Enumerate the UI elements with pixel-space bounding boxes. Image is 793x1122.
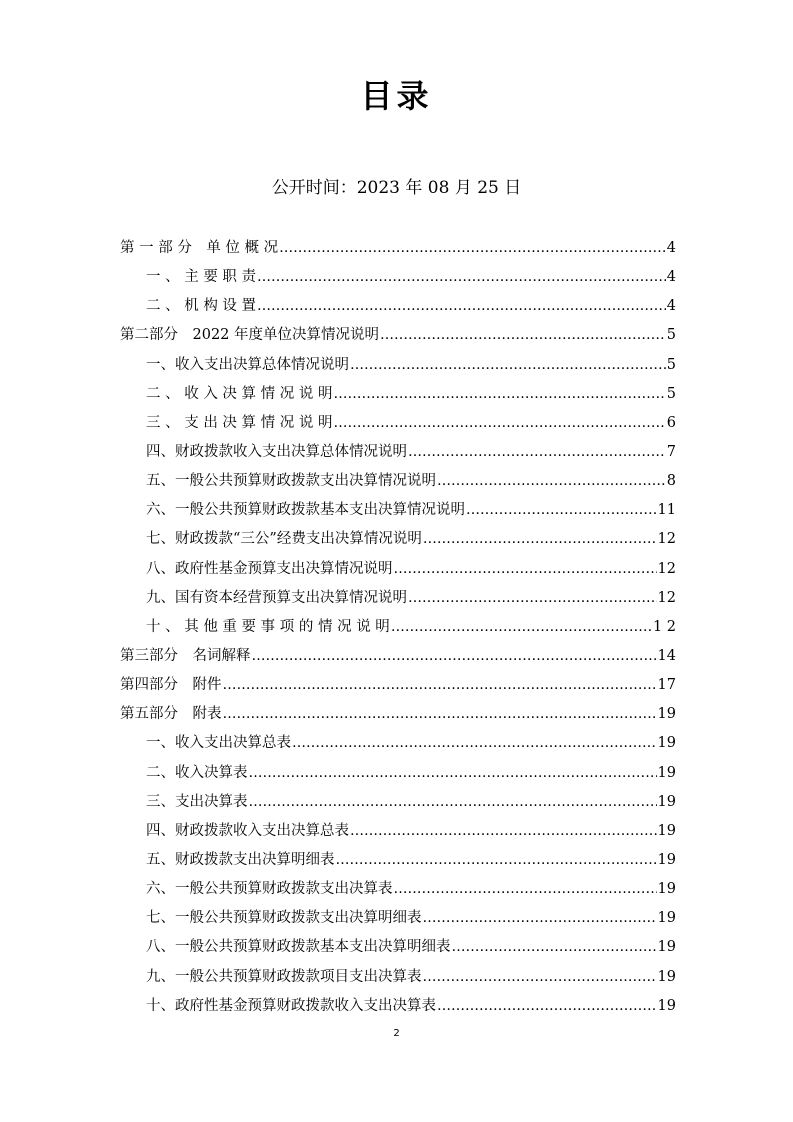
toc-entry[interactable]	[120, 700, 676, 729]
toc-entry-label: 九、一般公共预算财政拨款项目支出决算表	[146, 968, 422, 985]
toc-entry-page-number: 5	[666, 327, 676, 344]
toc-dot-leader	[350, 817, 657, 846]
toc-entry-page-number: 4	[666, 240, 676, 256]
toc-entry-page-number: 19	[657, 997, 676, 1014]
toc-entry-label: 九、国有资本经营预算支出决算情况说明	[146, 589, 407, 606]
toc-entry-page-number: 5	[666, 356, 676, 373]
toc-entry-label: 十 、 其 他 重 要 事 项 的 情 况 说 明	[146, 618, 390, 635]
publish-date: 公开时间：2023 年 08 月 25 日	[271, 178, 522, 198]
page-number: 2	[393, 1028, 400, 1039]
toc-entry[interactable]	[120, 351, 676, 380]
toc-dot-leader	[223, 671, 657, 700]
toc-dot-leader	[394, 875, 657, 904]
toc-entry[interactable]	[120, 759, 676, 788]
toc-entry[interactable]	[120, 438, 676, 467]
toc-entry-label: 一 、 主 要 职 责	[146, 269, 257, 286]
toc-entry[interactable]	[120, 555, 676, 584]
toc-entry-label: 七、财政拨款“三公”经费支出决算情况说明	[146, 531, 422, 548]
toc-entry-label: 第三部分 名词解释	[120, 647, 251, 664]
toc-dot-leader	[333, 380, 665, 409]
toc-entry-page-number: 5	[666, 385, 676, 402]
toc-dot-leader	[257, 292, 666, 321]
toc-dot-leader	[249, 788, 657, 817]
toc-entry-label: 四、财政拨款收入支出决算总体情况说明	[146, 443, 407, 460]
toc-entry-page-number: 19	[657, 910, 676, 927]
toc-entry-page-number: 19	[657, 881, 676, 898]
toc-entry[interactable]	[120, 263, 676, 292]
toc-entry[interactable]	[120, 321, 676, 350]
toc-entry[interactable]	[120, 875, 676, 904]
toc-entry-label: 五、一般公共预算财政拨款支出决算情况说明	[146, 473, 436, 490]
toc-entry-page-number: 19	[657, 968, 676, 985]
toc-entry-page-number: 12	[657, 560, 676, 577]
toc-dot-leader	[452, 933, 657, 962]
toc-dot-leader	[408, 438, 666, 467]
toc-entry[interactable]	[120, 234, 676, 263]
toc-dot-leader	[336, 846, 657, 875]
toc-entry[interactable]	[120, 933, 676, 962]
toc-entry-label: 三 、 支 出 决 算 情 况 说 明	[146, 414, 333, 431]
toc-dot-leader	[423, 525, 657, 554]
toc-dot-leader	[257, 263, 666, 292]
toc-entry-page-number: 7	[666, 443, 676, 460]
toc-entry-label: 六、一般公共预算财政拨款基本支出决算情况说明	[146, 502, 465, 519]
toc-entry-label: 六、一般公共预算财政拨款支出决算表	[146, 881, 393, 898]
toc-entry[interactable]	[120, 380, 676, 409]
toc-entry[interactable]	[120, 409, 676, 438]
toc-entry-label: 八、一般公共预算财政拨款基本支出决算明细表	[146, 939, 451, 956]
toc-entry-label: 七、一般公共预算财政拨款支出决算明细表	[146, 910, 422, 927]
toc-entry-page-number: 12	[657, 589, 676, 606]
toc-dot-leader	[350, 351, 666, 380]
toc-entry-label: 十、政府性基金预算财政拨款收入支出决算表	[146, 997, 436, 1014]
toc-entry-label: 第五部分 附表	[120, 706, 222, 723]
toc-entry[interactable]	[120, 642, 676, 671]
toc-entry[interactable]	[120, 904, 676, 933]
toc-entry-label: 二 、 收 入 决 算 情 况 说 明	[146, 385, 333, 402]
toc-entry[interactable]	[120, 496, 676, 525]
toc-entry-page-number: 19	[657, 822, 676, 839]
toc-entry-page-number: 19	[657, 735, 676, 752]
toc-entry-label: 四、财政拨款收入支出决算总表	[146, 822, 349, 839]
toc-dot-leader	[380, 321, 666, 350]
toc-entry-page-number: 19	[657, 939, 676, 956]
toc-entry-label: 五、财政拨款支出决算明细表	[146, 851, 335, 868]
toc-entry-page-number: 19	[657, 851, 676, 868]
toc-entry-label: 第二部分 2022 年度单位决算情况说明	[120, 327, 380, 344]
toc-dot-leader	[423, 963, 657, 992]
toc-dot-leader	[437, 467, 666, 496]
table-of-contents	[120, 234, 676, 1021]
toc-entry-page-number: 12	[657, 531, 676, 548]
toc-entry[interactable]	[120, 467, 676, 496]
toc-entry[interactable]	[120, 525, 676, 554]
toc-entry-label: 第四部分 附件	[120, 677, 222, 694]
toc-entry[interactable]	[120, 613, 676, 642]
toc-dot-leader	[292, 729, 657, 758]
toc-entry-page-number: 19	[657, 793, 676, 810]
toc-dot-leader	[223, 700, 657, 729]
toc-dot-leader	[252, 642, 657, 671]
toc-dot-leader	[279, 234, 666, 263]
toc-entry[interactable]	[120, 963, 676, 992]
toc-entry[interactable]	[120, 788, 676, 817]
toc-entry-label: 八、政府性基金预算支出决算情况说明	[146, 560, 393, 577]
toc-entry[interactable]	[120, 992, 676, 1021]
toc-dot-leader	[437, 992, 657, 1021]
toc-entry-page-number: 6	[666, 414, 676, 431]
toc-entry[interactable]	[120, 671, 676, 700]
toc-entry-page-number: 4	[666, 298, 676, 315]
toc-entry-page-number: 11	[657, 502, 676, 519]
toc-entry[interactable]	[120, 729, 676, 758]
toc-entry[interactable]	[120, 846, 676, 875]
toc-entry-label: 二 、 机 构 设 置	[146, 298, 257, 315]
toc-entry-page-number: 1 2	[652, 618, 676, 635]
toc-dot-leader	[423, 904, 657, 933]
toc-entry-label: 一、收入支出决算总表	[146, 735, 291, 752]
toc-entry-page-number: 19	[657, 764, 676, 781]
toc-entry-label: 二、收入决算表	[146, 764, 248, 781]
toc-entry-label: 第 一 部 分 单 位 概 况	[120, 240, 279, 256]
toc-entry[interactable]	[120, 292, 676, 321]
toc-entry-page-number: 8	[666, 473, 676, 490]
toc-dot-leader	[249, 759, 657, 788]
toc-entry[interactable]	[120, 817, 676, 846]
toc-dot-leader	[391, 613, 652, 642]
toc-entry-page-number: 14	[657, 647, 676, 664]
toc-dot-leader	[394, 555, 657, 584]
toc-entry-page-number: 4	[666, 269, 676, 286]
toc-dot-leader	[333, 409, 665, 438]
toc-entry-label: 一、收入支出决算总体情况说明	[146, 356, 349, 373]
toc-dot-leader	[466, 496, 657, 525]
toc-entry-label: 三、支出决算表	[146, 793, 248, 810]
toc-entry[interactable]	[120, 584, 676, 613]
toc-dot-leader	[408, 584, 657, 613]
page-title: 目录	[360, 77, 433, 115]
toc-entry-page-number: 19	[657, 706, 676, 723]
toc-entry-page-number: 17	[657, 677, 676, 694]
